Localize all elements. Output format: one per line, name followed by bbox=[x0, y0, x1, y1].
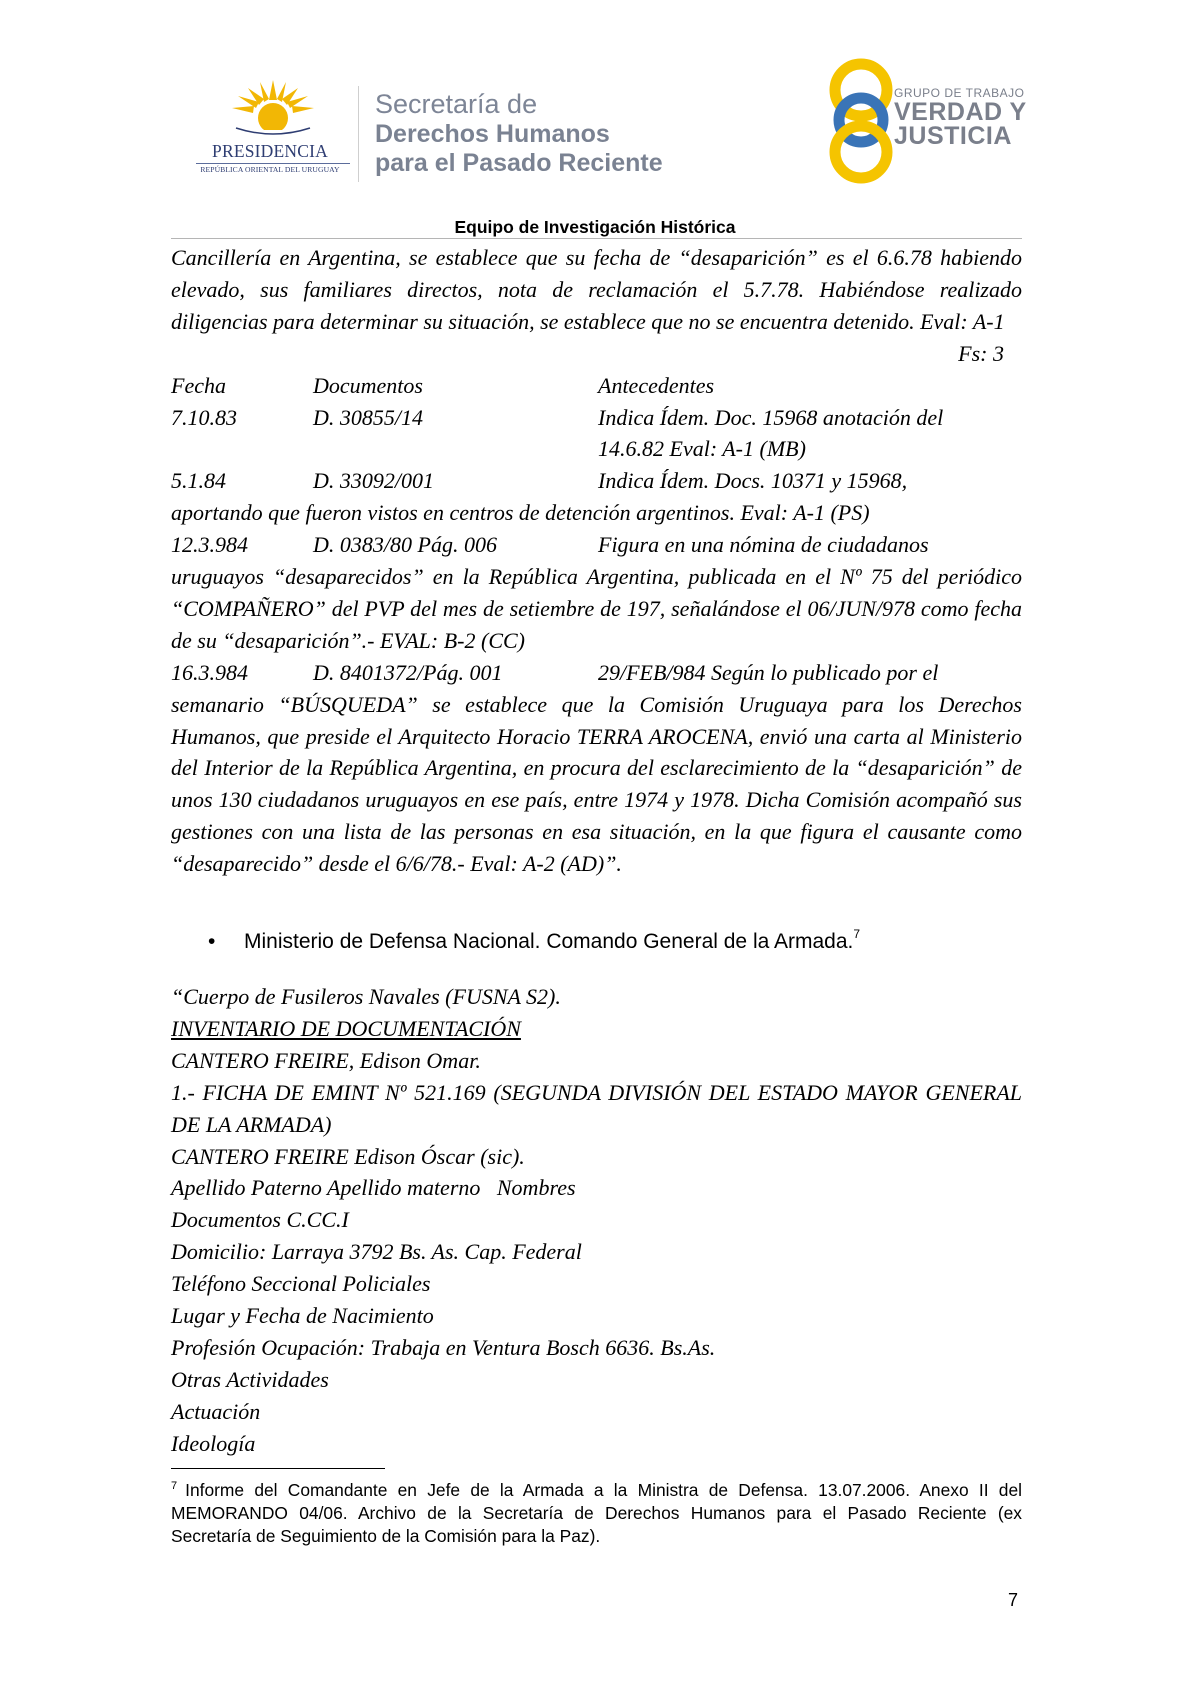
header-fecha: Fecha bbox=[171, 372, 226, 398]
table-row bbox=[171, 529, 1022, 561]
grupo-line-1: GRUPO DE TRABAJO bbox=[894, 86, 1025, 100]
entry-fecha: 5.1.84 bbox=[171, 468, 226, 494]
presidencia-logo-text: PRESIDENCIA bbox=[212, 141, 328, 161]
entry-continuation: aportando que fueron vistos en centros de detención argentinos. Eval: A-1 (PS) bbox=[171, 500, 870, 526]
folio-label: Fs: 3 bbox=[958, 340, 1004, 366]
grupo-line-3: JUSTICIA bbox=[894, 122, 1012, 150]
bullet-item bbox=[208, 927, 860, 954]
footnote-number: 7 bbox=[171, 1480, 178, 1492]
intro-paragraph: Cancillería en Argentina, se establece que su fecha de “desaparición” es el 6.6.78 habiendo elevado, sus familiares directos, nota de reclamación el 5.7.78. Habiéndose realizado diligencias para determinar su situación, se establece que no se encuentra detenido. Eval: A-1 bbox=[171, 245, 1022, 334]
entry-antecedente: Figura en una nómina de ciudadanos bbox=[598, 532, 929, 558]
entry-fecha: 7.10.83 bbox=[171, 404, 237, 430]
presidencia-logo-rule bbox=[196, 163, 350, 164]
entry-documento: D. 8401372/Pág. 001 bbox=[313, 659, 503, 685]
quote-line: Otras Actividades bbox=[171, 1366, 329, 1392]
presidencia-logo-subtext: REPÚBLICA ORIENTAL DEL URUGUAY bbox=[200, 165, 340, 174]
header-antecedentes: Antecedentes bbox=[598, 372, 715, 398]
page-number: 7 bbox=[1008, 1590, 1019, 1610]
inventory-quote bbox=[171, 981, 1022, 1460]
entry-antecedente: Indica Ídem. Doc. 15968 anotación del bbox=[598, 404, 944, 430]
bullet-text: Ministerio de Defensa Nacional. Comando General de la Armada. bbox=[244, 930, 854, 953]
team-title: Equipo de Investigación Histórica bbox=[454, 217, 736, 237]
secretaria-line-3: para el Pasado Reciente bbox=[375, 149, 663, 177]
entry-documento: D. 30855/14 bbox=[313, 404, 423, 430]
header-divider bbox=[358, 86, 359, 182]
header-documentos: Documentos bbox=[313, 372, 423, 398]
secretaria-line-2: Derechos Humanos bbox=[375, 120, 610, 148]
entry-documento: D. 33092/001 bbox=[313, 468, 434, 494]
header-rule bbox=[171, 238, 1022, 239]
entry-documento: D. 0383/80 Pág. 006 bbox=[313, 532, 497, 558]
quote-line: Domicilio: Larraya 3792 Bs. As. Cap. Federal bbox=[171, 1239, 582, 1265]
table-header-row bbox=[171, 370, 1022, 402]
entry-continuation: semanario “BÚSQUEDA” se establece que la Comisión Uruguaya para los Derechos Humanos, que preside el Arquitecto Horacio TERRA AROCENA, envió una carta al Ministerio del Interior de la República Argentina, en procura del esclarecimiento de la “desaparición” de unos 130 ciudadanos uruguayos en ese país, entre 1974 y 1978. Dicha Comisión acompañó sus gestiones con una lista de las personas en esa situación, en la que figura el causante como “desaparecido” desde el 6/6/78.- Eval: A-2 (AD)”. bbox=[171, 691, 1022, 877]
table-row bbox=[171, 465, 1022, 497]
quote-line: Ideología bbox=[171, 1430, 256, 1456]
entry-fecha: 16.3.984 bbox=[171, 659, 248, 685]
footnote-ref: 7 bbox=[853, 927, 861, 941]
quote-line: CANTERO FREIRE, Edison Omar. bbox=[171, 1047, 481, 1073]
secretaria-logo bbox=[375, 88, 663, 178]
bullet-icon: • bbox=[208, 930, 216, 953]
quote-line: Lugar y Fecha de Nacimiento bbox=[171, 1303, 434, 1329]
secretaria-line-1: Secretaría de bbox=[375, 89, 538, 119]
document-body bbox=[171, 242, 1022, 880]
quote-line: Teléfono Seccional Policiales bbox=[171, 1271, 431, 1297]
quote-line: CANTERO FREIRE Edison Óscar (sic). bbox=[171, 1143, 525, 1169]
entry-antecedente: 29/FEB/984 Según lo publicado por el bbox=[598, 659, 939, 685]
quote-line: Documentos C.CC.I bbox=[171, 1207, 349, 1233]
quote-line-underlined: INVENTARIO DE DOCUMENTACIÓN bbox=[171, 1015, 521, 1041]
entry-antecedente: Indica Ídem. Docs. 10371 y 15968, bbox=[598, 468, 908, 494]
quote-line: Apellido Paterno Apellido materno Nombres bbox=[171, 1175, 576, 1201]
footnote bbox=[171, 1475, 1022, 1548]
footnote-rule bbox=[171, 1468, 385, 1469]
entry-continuation: uruguayos “desaparecidos” en la República Argentina, publicada en el Nº 75 del periódico “COMPAÑERO” del PVP del mes de setiembre de 197, señalándose el 06/JUN/978 como fecha de su “desaparición”.- EVAL: B-2 (CC) bbox=[171, 564, 1022, 653]
table-row bbox=[171, 402, 1022, 434]
quote-line: 1.- FICHA DE EMINT Nº 521.169 (SEGUNDA DIVISIÓN DEL ESTADO MAYOR GENERAL DE LA ARMADA) bbox=[171, 1079, 1022, 1137]
quote-line: “Cuerpo de Fusileros Navales (FUSNA S2). bbox=[171, 984, 561, 1009]
quote-line: Profesión Ocupación: Trabaja en Ventura Bosch 6636. Bs.As. bbox=[171, 1334, 716, 1360]
verdad-justicia-rings-logo bbox=[818, 56, 904, 184]
presidencia-sun-logo bbox=[228, 78, 318, 140]
verdad-justicia-logo-text bbox=[894, 86, 1027, 148]
footnote-text: Informe del Comandante en Jefe de la Armada a la Ministra de Defensa. 13.07.2006. Anexo II del MEMORANDO 04/06. Archivo de la Secretaría de Derechos Humanos para el Pasado Reciente (ex Secretaría de Seguimiento de la Comisión para la Paz). bbox=[171, 1480, 1022, 1546]
entry-fecha: 12.3.984 bbox=[171, 532, 248, 558]
grupo-line-2: VERDAD Y bbox=[894, 98, 1027, 126]
quote-line: Actuación bbox=[171, 1398, 261, 1424]
table-row bbox=[171, 657, 1022, 689]
entry-continuation: 14.6.82 Eval: A-1 (MB) bbox=[598, 436, 806, 462]
